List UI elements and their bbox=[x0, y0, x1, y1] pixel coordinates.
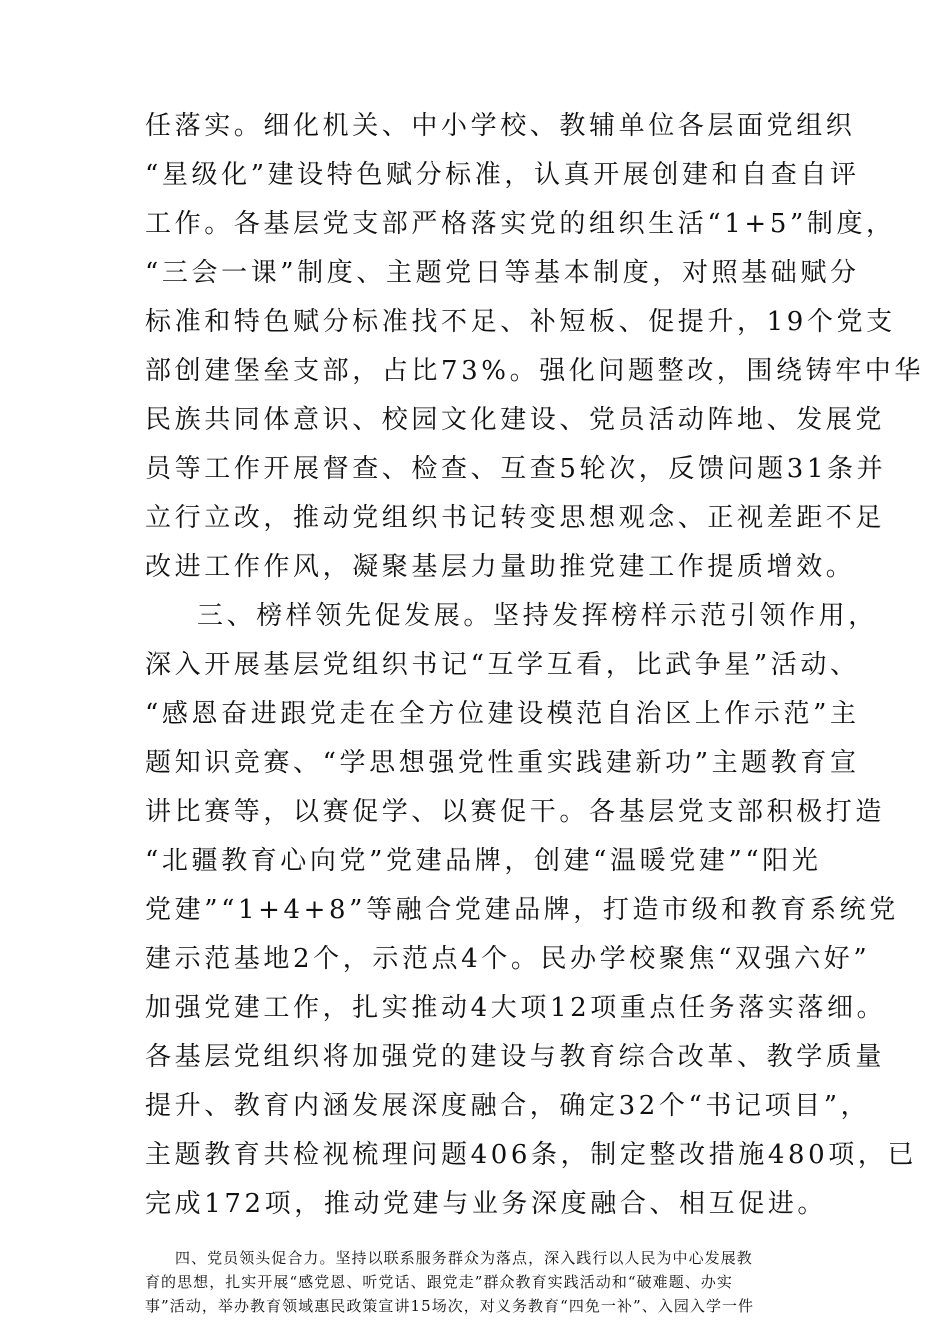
body-text-line: 加强党建工作，扎实推动4大项12项重点任务落实落细。 bbox=[145, 993, 887, 1023]
body-text-line: 党建”“1+4+8”等融合党建品牌，打造市级和教育系统党 bbox=[145, 895, 899, 925]
body-text-line: 改进工作作风，凝聚基层力量助推党建工作提质增效。 bbox=[145, 552, 856, 582]
body-text-line: 员等工作开展督查、检查、互查5轮次，反馈问题31条并 bbox=[145, 454, 887, 484]
small-text-line: 育的思想，扎实开展“感党恩、听党话、跟党走”群众教育实践活动和“破难题、办实 bbox=[145, 1273, 733, 1291]
body-text-line: 任落实。细化机关、中小学校、教辅单位各层面党组织 bbox=[145, 111, 856, 141]
small-text-line: 四、党员领头促合力。坚持以联系服务群众为落点，深入践行以人民为中心发展教 bbox=[175, 1249, 753, 1267]
body-text-line: “三会一课”制度、主题党日等基本制度，对照基础赋分 bbox=[145, 258, 860, 288]
body-text-line: “感恩奋进跟党走在全方位建设模范自治区上作示范”主 bbox=[145, 699, 860, 729]
body-text-line: 题知识竞赛、“学思想强党性重实践建新功”主题教育宣 bbox=[145, 748, 860, 778]
body-text-line: 讲比赛等，以赛促学、以赛促干。各基层党支部积极打造 bbox=[145, 797, 886, 827]
body-text-line: 各基层党组织将加强党的建设与教育综合改革、教学质量 bbox=[145, 1042, 886, 1072]
body-text-line: 提升、教育内涵发展深度融合，确定32个“书记项目”， bbox=[145, 1091, 871, 1121]
body-text-line: 深入开展基层党组织书记“互学互看，比武争星”活动、 bbox=[145, 650, 860, 680]
body-text-line: 标准和特色赋分标准找不足、补短板、促提升，19个党支 bbox=[145, 307, 896, 337]
body-text-line: 部创建堡垒支部，占比73%。强化问题整改，围绕铸牢中华 bbox=[145, 356, 924, 386]
body-text-line: 民族共同体意识、校园文化建设、党员活动阵地、发展党 bbox=[145, 405, 886, 435]
body-text-line: 完成172项，推动党建与业务深度融合、相互促进。 bbox=[145, 1189, 828, 1219]
section-heading-line: 三、榜样领先促发展。坚持发挥榜样示范引领作用， bbox=[197, 601, 878, 631]
body-text-line: 主题教育共检视梳理问题406条，制定整改措施480项，已 bbox=[145, 1140, 918, 1170]
body-text-line: 建示范基地2个，示范点4个。民办学校聚焦“双强六好” bbox=[145, 944, 871, 974]
body-text-line: “北疆教育心向党”党建品牌，创建“温暖党建”“阳光 bbox=[145, 846, 822, 876]
body-text-line: 工作。各基层党支部严格落实党的组织生活“1+5”制度， bbox=[145, 209, 896, 239]
body-text-line: 立行立改，推动党组织书记转变思想观念、正视差距不足 bbox=[145, 503, 886, 533]
small-text-line: 事”活动，举办教育领域惠民政策宣讲15场次，对义务教育“四免一补”、入园入学一件 bbox=[145, 1297, 755, 1315]
body-text-line: “星级化”建设特色赋分标准，认真开展创建和自查自评 bbox=[145, 160, 860, 190]
